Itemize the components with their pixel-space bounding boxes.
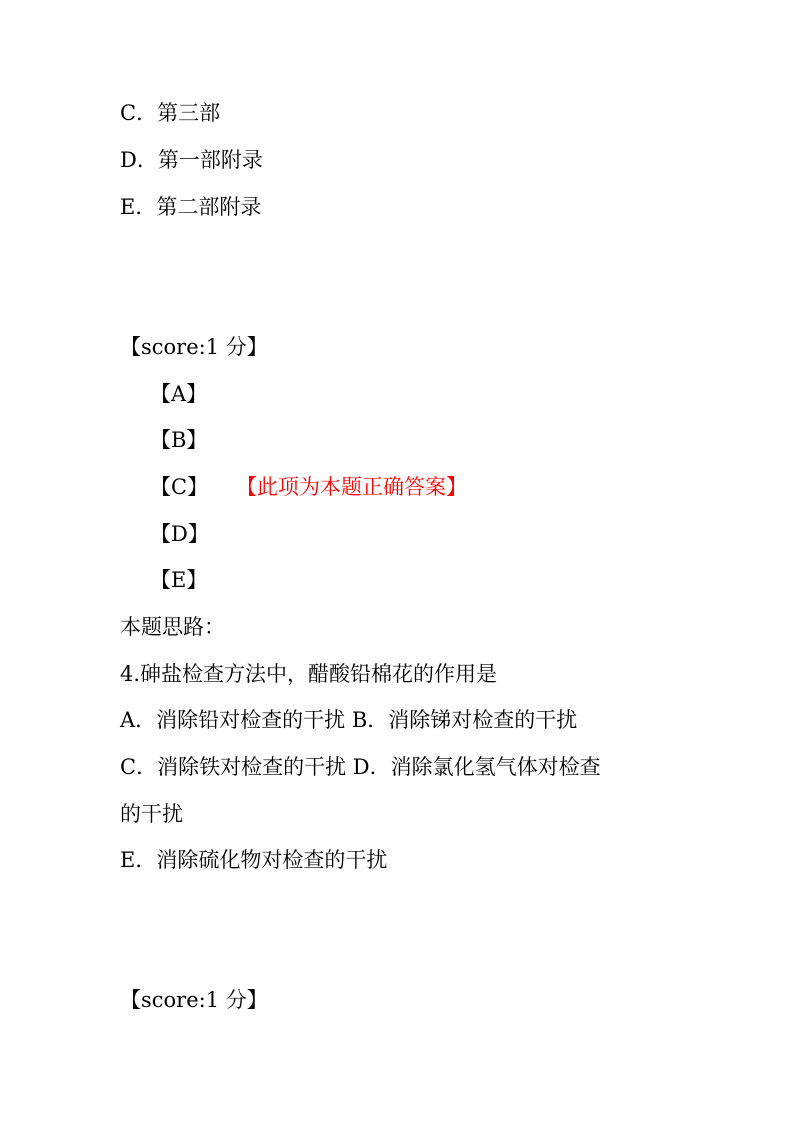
question-4-options-ab: A．消除铅对检查的干扰 B．消除锑对检查的干扰 bbox=[120, 708, 578, 732]
answer-choice-d: 【D】 bbox=[150, 522, 209, 546]
question-4-stem: 4.砷盐检查方法中，醋酸铅棉花的作用是 bbox=[120, 662, 498, 686]
answer-choice-c: 【C】 bbox=[150, 475, 209, 499]
option-c: C．第三部 bbox=[120, 101, 221, 125]
option-e: E．第二部附录 bbox=[120, 195, 262, 219]
answer-choice-e: 【E】 bbox=[150, 568, 208, 592]
answer-choice-a: 【A】 bbox=[150, 382, 208, 406]
question-4-options-d-cont: 的干扰 bbox=[120, 802, 183, 826]
answer-choice-b: 【B】 bbox=[150, 428, 208, 452]
question-4-option-e: E．消除硫化物对检查的干扰 bbox=[120, 848, 388, 872]
score-label: 【score:1 分】 bbox=[120, 335, 268, 359]
question-4-options-cd: C．消除铁对检查的干扰 D．消除氯化氢气体对检查 bbox=[120, 755, 601, 779]
score-label: 【score:1 分】 bbox=[120, 988, 268, 1012]
correct-answer-note: 【此项为本题正确答案】 bbox=[236, 475, 467, 499]
reasoning-label: 本题思路： bbox=[120, 615, 225, 639]
option-d: D．第一部附录 bbox=[120, 148, 263, 172]
